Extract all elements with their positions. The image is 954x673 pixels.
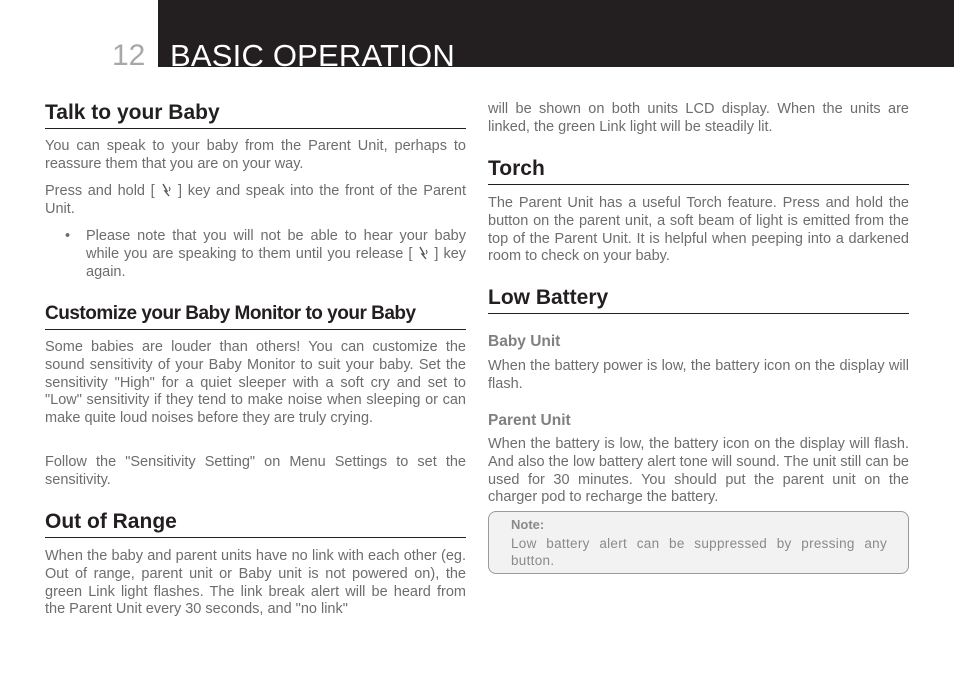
baby-unit-paragraph: When the battery power is low, the battery icon on the display will flash. bbox=[488, 358, 909, 392]
note-label: Note: bbox=[511, 517, 545, 532]
customize-paragraph-2: Follow the "Sensitivity Setting" on Menu Settings to set the sensitivity. bbox=[45, 454, 466, 488]
note-box bbox=[488, 511, 909, 574]
heading-baby-unit: Baby Unit bbox=[488, 333, 561, 350]
talk-key-icon bbox=[160, 183, 172, 197]
torch-paragraph: The Parent Unit has a useful Torch feature. Press and hold the button on the parent unit, a soft beam of light is emitted from the top of the Parent Unit. It is helpful when peeping into a darkened room to check on your baby. bbox=[488, 195, 909, 265]
talk-bullet-text bbox=[86, 228, 466, 281]
heading-customize: Customize your Baby Monitor to your Baby bbox=[45, 302, 466, 330]
heading-talk: Talk to your Baby bbox=[45, 101, 466, 129]
talk-key-icon bbox=[417, 246, 429, 260]
heading-out-of-range: Out of Range bbox=[45, 510, 466, 538]
parent-unit-paragraph: When the battery is low, the battery icon on the display will flash. And also the low battery alert tone will sound. The unit still can be used for 30 minutes. You should put the parent unit on the charger pod to recharge the battery. bbox=[488, 436, 909, 506]
talk-p2-before: Press and hold [ bbox=[45, 183, 155, 199]
bullet-before: Please note that you will not be able to hear your baby while you are speaking to them until you release [ bbox=[86, 228, 466, 262]
page-title: BASIC OPERATION bbox=[170, 38, 455, 73]
page-number: 12 bbox=[112, 39, 146, 72]
talk-paragraph-1: You can speak to your baby from the Parent Unit, perhaps to reassure them that you are on your way. bbox=[45, 138, 466, 172]
bullet-after: ] key again. bbox=[86, 245, 467, 280]
customize-paragraph-1: Some babies are louder than others! You can customize the sound sensitivity of your Baby Monitor to suit your baby. Set the sensitivity "High" for a quiet sleeper with a soft cry and set to "Low" sensitivity if they tend to make noise when sleeping or can make quite loud noises before they are truly crying. bbox=[45, 339, 466, 427]
heading-parent-unit: Parent Unit bbox=[488, 412, 571, 429]
range-paragraph-1: When the baby and parent units have no link with each other (eg. Out of range, parent unit or Baby unit is not powered on), the green Link light flashes. The link break alert will be heard from the Parent Unit every 30 seconds, and "no link" bbox=[45, 548, 466, 618]
heading-low-battery: Low Battery bbox=[488, 286, 909, 314]
bullet-dot: • bbox=[65, 228, 71, 244]
heading-torch: Torch bbox=[488, 157, 909, 185]
range-continued-paragraph: will be shown on both units LCD display. When the units are linked, the green Link light will be steadily lit. bbox=[488, 101, 909, 135]
note-text: Low battery alert can be suppressed by pressing any button. bbox=[511, 536, 887, 568]
talk-paragraph-2 bbox=[45, 183, 466, 219]
talk-p2-after: ] key and speak into the front of the Parent Unit. bbox=[45, 183, 466, 217]
